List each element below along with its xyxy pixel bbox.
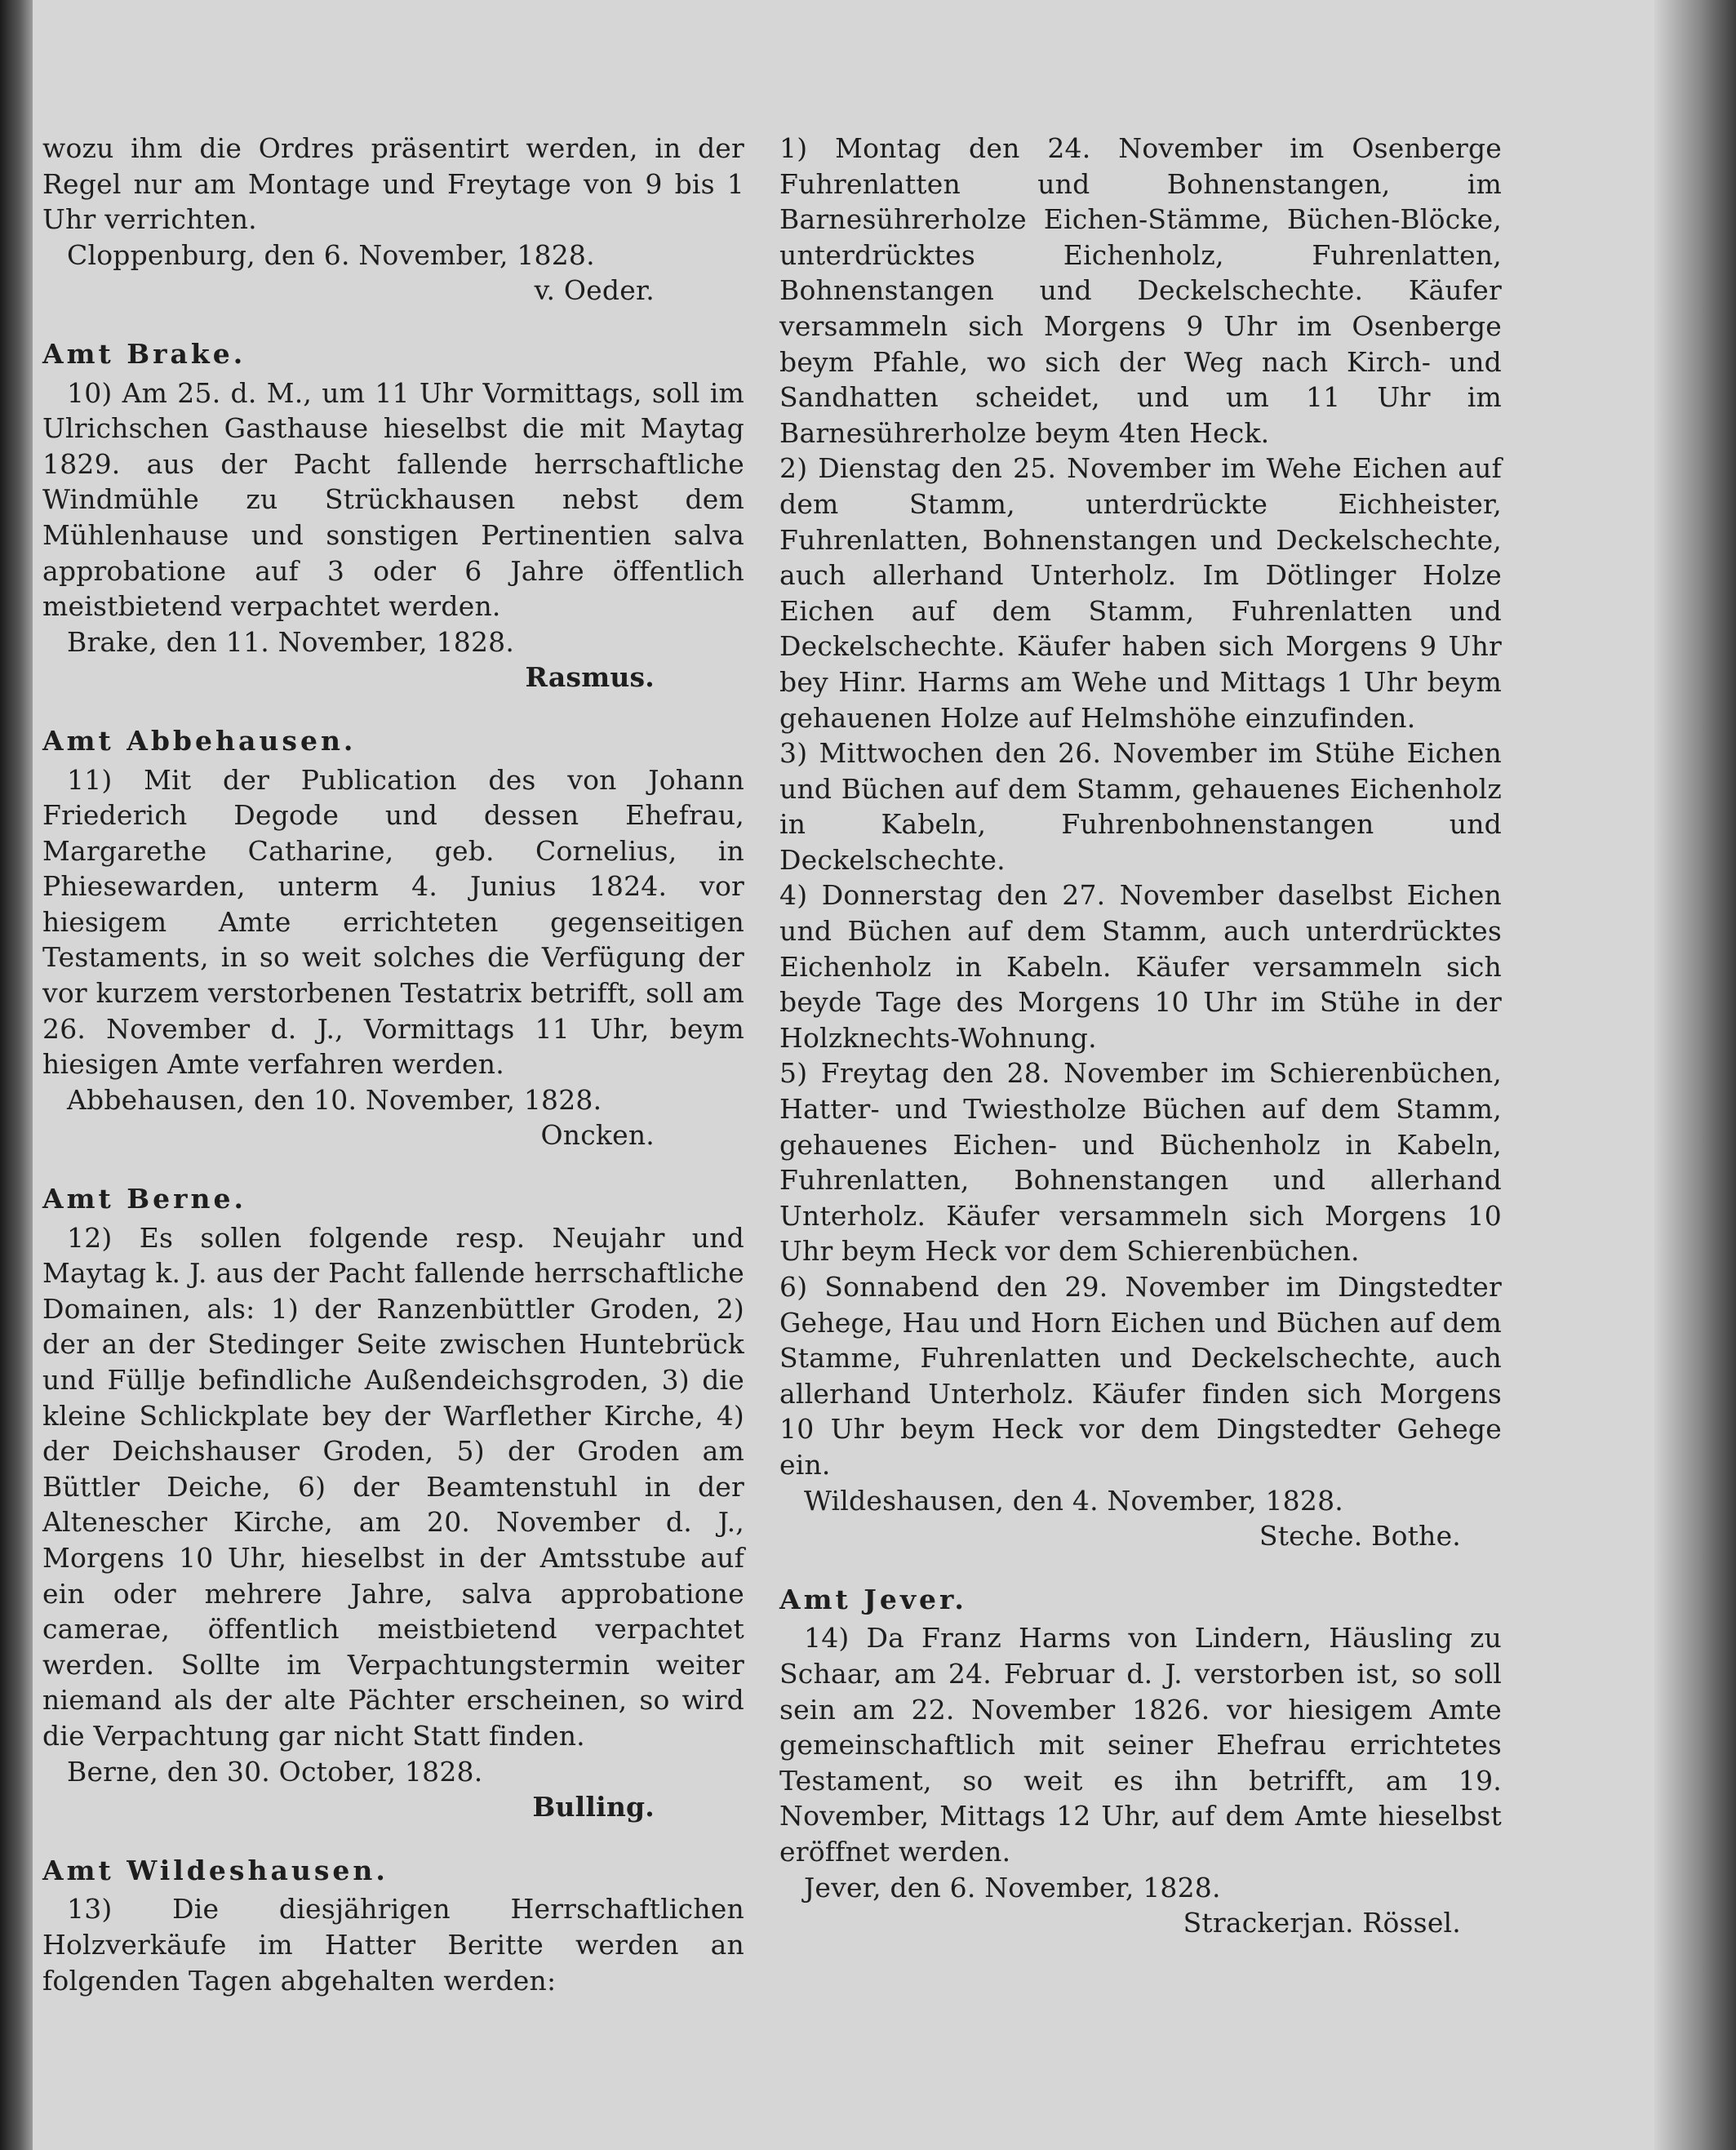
notice-11: 11) Mit der Publication des von Johann Friederich Degode und dessen Ehefrau, Margarethe Catharine, geb. Cornelius, in Phiesewarden, unterm 4. Junius 1824. vor hiesigem Amte errichteten gegenseitigen Testaments, in so weit solches die Verfügung der vor kurzem verstorbenen Testatrix betrifft, soll am 26. November d. J., Vormittags 11 Uhr, beym hiesigen Amte verfahren werden.: [42, 763, 744, 1081]
heading-amt-brake: Amt Brake.: [42, 337, 246, 370]
wood-sale-1: 1) Montag den 24. November im Osenberge Fuhrenlatten und Bohnenstangen, im Barnesührerholze Eichen-Stämme, Büchen-Blöcke, unterdrücktes Eichenholz, Fuhrenlatten, Bohnenstangen und Deckelschechte. Käufer versammeln sich Morgens 9 Uhr im Osenberge beym Pfahle, wo sich der Weg nach Kirch- und Sandhatten scheidet, und um 11 Uhr im Barnesührerholze beym 4ten Heck.: [779, 132, 1502, 449]
abbehausen-signature: Oncken.: [540, 1119, 655, 1152]
wildeshausen-signature: Steche. Bothe.: [1259, 1520, 1461, 1553]
brake-signature: Rasmus.: [525, 661, 655, 694]
cloppenburg-dateline: Cloppenburg, den 6. November, 1828.: [67, 238, 595, 271]
notice-14: 14) Da Franz Harms von Lindern, Häusling zu Schaar, am 24. Februar d. J. verstorben ist, so soll sein am 22. November 1826. vor hiesigem Amte gemeinschaftlich mit seiner Ehefrau errichtetes Testament, so weit es ihn betrifft, am 19. November, Mittags 12 Uhr, auf dem Amte hieselbst eröffnet werden.: [779, 1622, 1502, 1868]
notice-13: 13) Die diesjährigen Herrschaftlichen Holzverkäufe im Hatter Beritte werden an folgenden Tagen abgehalten werden:: [42, 1893, 744, 1997]
page-edge-shadow: [1654, 0, 1736, 2150]
heading-amt-abbehausen: Amt Abbehausen.: [42, 724, 357, 757]
jever-signature: Strackerjan. Rössel.: [1183, 1907, 1461, 1939]
wood-sale-5: 5) Freytag den 28. November im Schierenbüchen, Hatter- und Twiestholze Büchen auf dem Stamm, gehauenes Eichen- und Büchenholz in Kabeln, Fuhrenlatten, Bohnenstangen und allerhand Unterholz. Käufer versammeln sich Morgens 10 Uhr beym Heck vor dem Schierenbüchen.: [779, 1057, 1502, 1268]
jever-dateline: Jever, den 6. November, 1828.: [804, 1871, 1221, 1903]
berne-dateline: Berne, den 30. October, 1828.: [67, 1755, 483, 1788]
left-column: [42, 131, 744, 2101]
heading-amt-berne: Amt Berne.: [42, 1183, 247, 1215]
berne-signature: Bulling.: [532, 1791, 655, 1824]
wildeshausen-dateline: Wildeshausen, den 4. November, 1828.: [804, 1484, 1343, 1517]
cloppenburg-signature: v. Oeder.: [534, 274, 655, 307]
continuation-text: wozu ihm die Ordres präsentirt werden, in der Regel nur am Montage und Freytage von 9 bis 1 Uhr verrichten.: [42, 132, 744, 236]
abbehausen-dateline: Abbehausen, den 10. November, 1828.: [67, 1083, 602, 1116]
notice-10: 10) Am 25. d. M., um 11 Uhr Vormittags, soll im Ulrichschen Gasthause hieselbst die mit Maytag 1829. aus der Pacht fallende herrschaftliche Windmühle zu Strückhausen nebst dem Mühlenhause und sonstigen Pertinentien salva approbatione auf 3 oder 6 Jahre öffentlich meistbietend verpachtet werden.: [42, 376, 744, 623]
wood-sale-4: 4) Donnerstag den 27. November daselbst Eichen und Büchen auf dem Stamm, auch unterdrücktes Eichenholz in Kabeln. Käufer versammeln sich beyde Tage des Morgens 10 Uhr im Stühe in der Holzknechts-Wohnung.: [779, 879, 1502, 1054]
right-column: [779, 131, 1502, 2101]
heading-amt-jever: Amt Jever.: [779, 1583, 967, 1615]
wood-sale-6: 6) Sonnabend den 29. November im Dingstedter Gehege, Hau und Horn Eichen und Büchen auf dem Stamme, Fuhrenlatten und Deckelschechte, auch allerhand Unterholz. Käufer finden sich Morgens 10 Uhr beym Heck vor dem Dingstedter Gehege ein.: [779, 1271, 1502, 1481]
heading-amt-wildeshausen: Amt Wildeshausen.: [42, 1854, 388, 1886]
book-binding-shadow: [0, 0, 33, 2150]
notice-12: 12) Es sollen folgende resp. Neujahr und Maytag k. J. aus der Pacht fallende herrschaftliche Domainen, als: 1) der Ranzenbüttler Groden, 2) der an der Stedinger Seite zwischen Huntebrück und Füllje befindliche Außendeichsgroden, 3) die kleine Schlickplate bey der Warflether Kirche, 4) der Deichshauser Groden, 5) der Groden am Büttler Deiche, 6) der Beamtenstuhl in der Altenescher Kirche, am 20. November d. J., Morgens 10 Uhr, hieselbst in der Amtsstube auf ein oder mehrere Jahre, salva approbatione camerae, öffentlich meistbietend verpachtet werden. Sollte im Verpachtungstermin weiter niemand als der alte Pächter erscheinen, so wird die Verpachtung gar nicht Statt finden.: [42, 1221, 744, 1752]
brake-dateline: Brake, den 11. November, 1828.: [67, 625, 515, 658]
wood-sale-3: 3) Mittwochen den 26. November im Stühe Eichen und Büchen auf dem Stamm, gehauenes Eichenholz in Kabeln, Fuhrenbohnenstangen und Deckelschechte.: [779, 737, 1502, 876]
wood-sale-2: 2) Dienstag den 25. November im Wehe Eichen auf dem Stamm, unterdrückte Eichheister, Fuhrenlatten, Bohnenstangen und Deckelschechte, auch allerhand Unterholz. Im Dötlinger Holze Eichen auf dem Stamm, Fuhrenlatten und Deckelschechte. Käufer haben sich Morgens 9 Uhr bey Hinr. Harms am Wehe und Mittags 1 Uhr beym gehauenen Holze auf Helmshöhe einzufinden.: [779, 452, 1502, 734]
